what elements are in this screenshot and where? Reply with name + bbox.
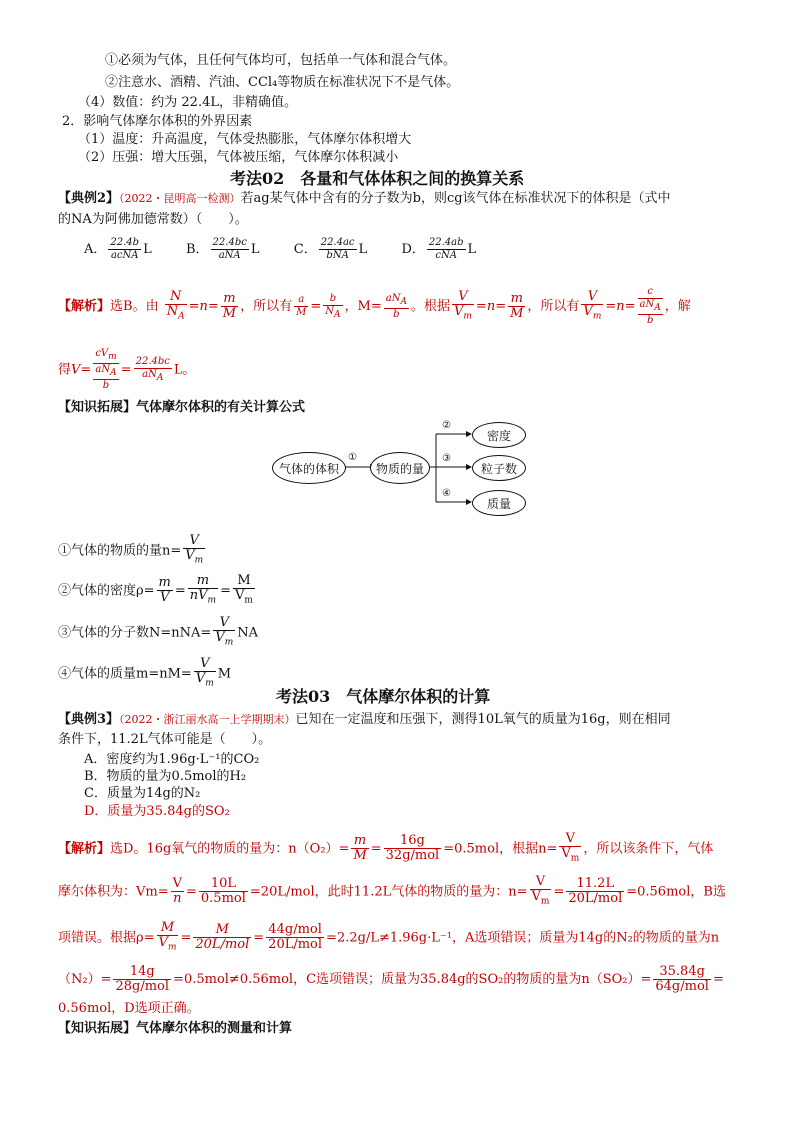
formula-line: ④气体的质量m=nM= $\frac{V}{V_m}$ M (58, 656, 232, 689)
answer-line: 0.56mol，D选项正确。 (58, 1001, 200, 1016)
option-fraction: $\frac{22.4ab}{\text{cNA}}$ (428, 237, 464, 261)
intro-line: （4）数值：约为 22.4L，非精确值。 (78, 95, 297, 110)
step-label: ② (442, 420, 451, 431)
option-fraction: $\frac{22.4ac}{\text{bNA}}$ (320, 237, 355, 261)
intro-line: ①必须为气体，且任何气体均可，包括单一气体和混合气体。 (105, 53, 457, 68)
question-text: 若ag某气体中含有的分子数为b，则cg该气体在标准状况下的体积是（式中 (240, 191, 671, 206)
knowledge-heading: 【知识拓展】气体摩尔体积的测量和计算 (58, 1021, 293, 1036)
option-item: D．质量为35.84g的SO₂ (84, 804, 230, 819)
question-text: 的NA为阿佛加德常数）（ ）。 (58, 212, 248, 227)
formula-line: ③气体的分子数N=nNA= $\frac{V}{V_m}$ NA (58, 615, 258, 648)
intro-line: （1）温度：升高温度，气体受热膨胀，气体摩尔体积增大 (78, 132, 412, 147)
example-tag: 【典例2】 (58, 191, 120, 206)
example-tag: 【典例3】 (58, 712, 120, 727)
formula-line: ①气体的物质的量n= $\frac{V}{V_m}$ (58, 533, 204, 566)
node-amount: 物质的量 (370, 452, 430, 484)
answer-line: 项错误。根据ρ= $\frac{M}{V_m}$ = $\frac{M}{\text{20L/mol}}$ = $\frac{\text{44g/mol}}{\text{20L/mol}}$ =2.2g/L≠1.96g·L⁻¹，A选项错误；质量为14g的N₂的物质的量为n (58, 920, 720, 953)
answer-tag: 【解析】 (58, 841, 111, 857)
option-fraction: $\frac{22.4bc}{\text{aNA}}$ (212, 237, 247, 261)
option-unit: L (250, 242, 260, 257)
formula-line: ②气体的密度ρ= $\frac{m}{V}$ = $\frac{m}{nV_m}$ = $\frac{M}{V_m}$ (58, 573, 253, 606)
option-unit: L (143, 242, 152, 257)
option-key: A． (84, 242, 107, 257)
node-gas-volume: 气体的体积 (272, 452, 346, 484)
example-source: （2022・昆明高一检测） (119, 192, 241, 205)
answer-tag: 【解析】 (58, 299, 111, 314)
answer-line: 【解析】选B。由 $\frac{N}{N_A}$ =n= $\frac{m}{M}$ ，所以有 $\frac{a}{M}$ = $\frac{b}{N_A}$ ，M= $\frac{aN_A}{b}$ 。根据 $\frac{V}{V_m}$ =n= $\frac{m}{M}$ ，所以有 $\frac{V}{V_m}$ =n= c $aN_A$ b ，解 (58, 286, 691, 326)
step-label: ④ (442, 488, 451, 499)
intro-line: ②注意水、酒精、汽油、CCl₄等物质在标准状况下不是气体。 (105, 75, 460, 90)
option-key: C． (293, 242, 317, 257)
relation-diagram (270, 422, 540, 522)
option-key: D． (401, 242, 425, 257)
answer-line: （N₂）= $\frac{14g}{\text{28g/mol}}$ =0.5mol≠0.56mol，C选项错误；质量为35.84g的SO₂的物质的量为n（SO₂）= $\frac{35.84g}{\text{64g/mol}}$ = (58, 964, 724, 994)
section-title: 考法03 气体摩尔体积的计算 (276, 687, 491, 706)
knowledge-heading: 【知识拓展】气体摩尔体积的有关计算公式 (58, 400, 306, 415)
example-question (58, 190, 671, 208)
option-item: B．物质的量为0.5mol的H₂ (84, 769, 247, 784)
option-item: C．质量为14g的N₂ (84, 786, 201, 801)
answer-line: 【解析】选D。16g氧气的物质的量为：n（O₂）= $\frac{m}{M}$ = $\frac{16g}{\text{32g/mol}}$ =0.5mol，根据n= $\frac{V}{V_m}$ ，所以该条件下，气体 (58, 831, 714, 864)
intro-heading: 2．影响气体摩尔体积的外界因素 (62, 114, 253, 129)
step-label: ③ (442, 453, 451, 464)
example-source: （2022・浙江丽水高一上学期期末） (119, 713, 296, 726)
option-unit: L (467, 242, 477, 257)
option-fraction: $\frac{22.4b}{\text{acNA}}$ (110, 237, 140, 261)
intro-line: （2）压强：增大压强，气体被压缩，气体摩尔体积减小 (78, 150, 399, 165)
option-item: A．密度约为1.96g·L⁻¹的CO₂ (84, 752, 260, 767)
options-row (84, 237, 476, 262)
question-text: 条件下，11.2L气体可能是（ ）。 (58, 732, 272, 747)
section-title: 考法02 各量和气体体积之间的换算关系 (230, 169, 525, 188)
node-particles: 粒子数 (472, 455, 526, 481)
step-label: ① (348, 452, 357, 463)
option-unit: L (358, 242, 368, 257)
answer-line: 摩尔体积为：Vm= $\frac{V}{n}$ = $\frac{10L}{\text{0.5mol}}$ =20L/mol，此时11.2L气体的物质的量为：n= $\frac{V}{V_m}$ = $\frac{11.2L}{\text{20L/mol}}$ =0.56mol，B选 (58, 874, 726, 907)
node-mass: 质量 (472, 490, 526, 516)
node-density: 密度 (472, 422, 526, 448)
option-key: B． (185, 242, 209, 257)
example-question (58, 711, 671, 729)
answer-line: 得V= $cV_m$ $aN_A$ b = $\frac{22.4bc}{aN_A}$ L。 (58, 348, 196, 391)
question-text: 已知在一定温度和压强下，测得10L氧气的质量为16g，则在相同 (295, 712, 671, 727)
